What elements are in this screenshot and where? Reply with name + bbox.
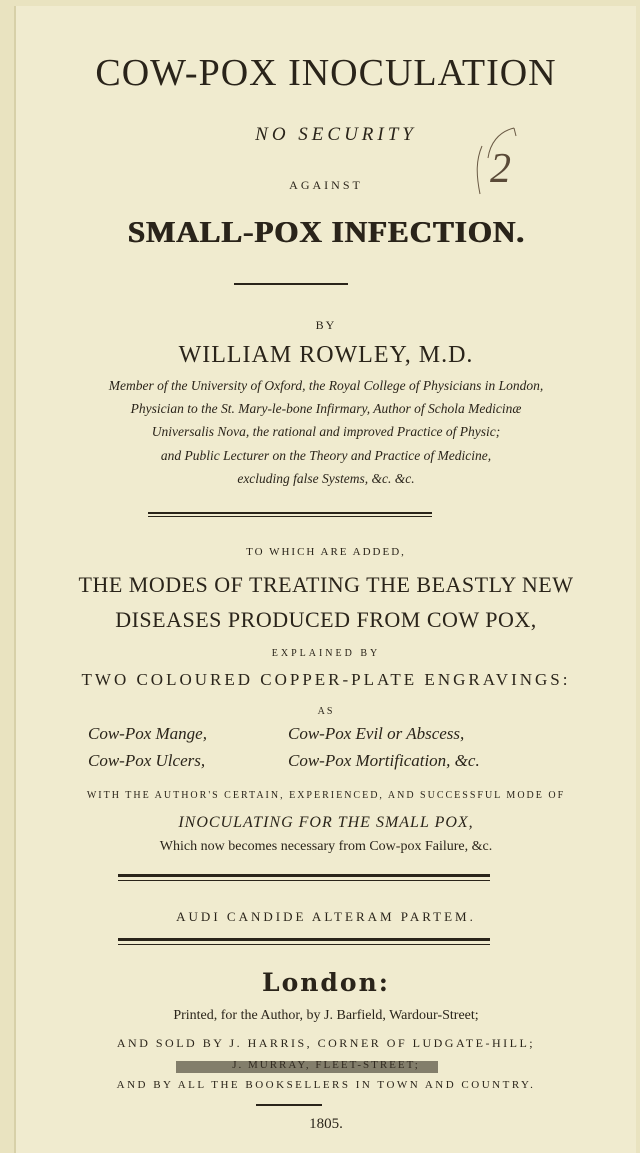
necessity-line: Which now becomes necessary from Cow-pox Failure, &c. [159, 839, 493, 854]
booksellers-line: AND BY ALL THE BOOKSELLERS IN TOWN AND COUNTRY. [116, 1079, 536, 1091]
double-rule [148, 516, 432, 517]
publication-year: 1805. [309, 1116, 343, 1132]
with-line: WITH THE AUTHOR'S CERTAIN, EXPERIENCED, AND SUCCESSFUL MODE OF [86, 790, 566, 801]
shelfmark-number: 2 [490, 146, 511, 192]
double-rule [118, 880, 490, 881]
condition-evil: Cow-Pox Evil or Abscess, [288, 724, 465, 743]
inoculating-line: INOCULATING FOR THE SMALL POX, [178, 814, 474, 831]
credential-line: Physician to the St. Mary-le-bone Infirmary, Author of Schola Medicinæ [130, 401, 522, 416]
strikethrough-mark [176, 1061, 438, 1073]
condition-ulcers: Cow-Pox Ulcers, [88, 751, 206, 770]
condition-mange: Cow-Pox Mange, [88, 724, 207, 743]
as-text: AS [317, 706, 335, 717]
printer-line: Printed, for the Author, by J. Barfield, Wardour-Street; [173, 1008, 479, 1023]
credential-line: excluding false Systems, &c. &c. [237, 471, 415, 486]
author-name: WILLIAM ROWLEY, M.D. [178, 342, 474, 368]
book-title: COW-POX INOCULATION [95, 52, 557, 94]
modes-line: THE MODES OF TREATING THE BEASTLY NEW [78, 572, 574, 597]
disease-title: SMALL-POX INFECTION. [127, 214, 525, 249]
latin-motto: AUDI CANDIDE ALTERAM PARTEM. [176, 909, 476, 924]
plates-text: TWO COLOURED COPPER-PLATE ENGRAVINGS: [81, 670, 571, 689]
double-rule [118, 944, 490, 945]
credential-line: Universalis Nova, the rational and improved Practice of Physic; [151, 424, 501, 439]
seller-line: AND SOLD BY J. HARRIS, CORNER OF LUDGATE-HILL; [116, 1036, 536, 1050]
explained-text: EXPLAINED BY [271, 648, 381, 659]
condition-mortification: Cow-Pox Mortification, &c. [288, 751, 480, 770]
by-text: BY [315, 318, 337, 332]
credential-line: and Public Lecturer on the Theory and Practice of Medicine, [160, 448, 492, 463]
credential-line: Member of the University of Oxford, the Royal College of Physicians in London, [108, 378, 544, 393]
added-text: TO WHICH ARE ADDED, [246, 546, 406, 558]
ornamental-rule [256, 1104, 322, 1106]
subtitle: NO SECURITY [255, 124, 417, 145]
double-rule [148, 512, 432, 514]
modes-line: DISEASES PRODUCED FROM COW POX, [115, 607, 537, 632]
against-text: AGAINST [289, 178, 363, 192]
ornamental-rule [234, 283, 348, 285]
double-rule [118, 938, 490, 941]
title-page [14, 6, 636, 1153]
double-rule [118, 874, 490, 877]
imprint-city: London: [262, 968, 390, 997]
